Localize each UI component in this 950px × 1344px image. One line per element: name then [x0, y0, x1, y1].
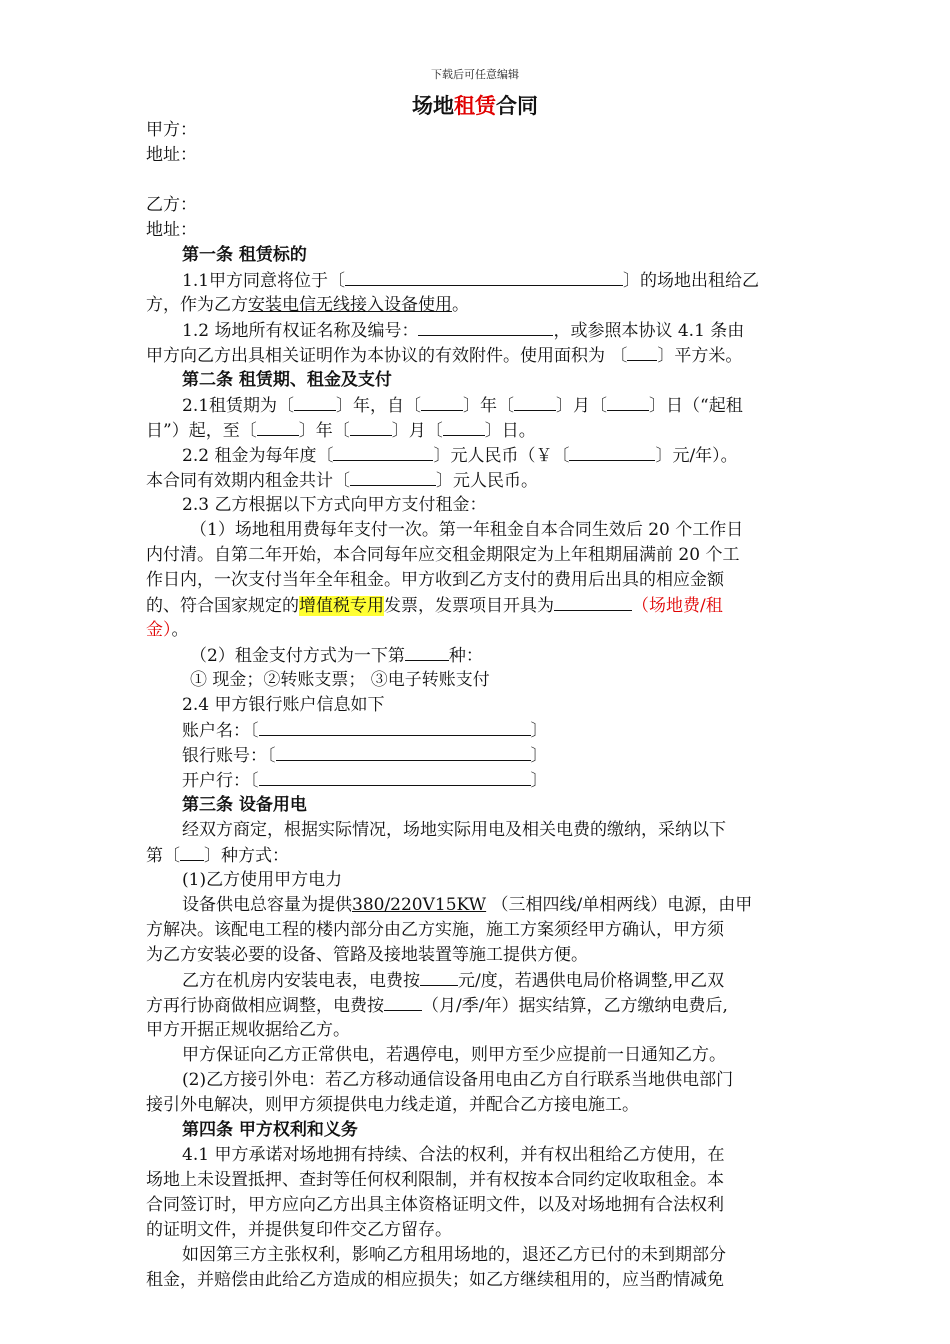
title-part2: 租赁: [454, 94, 496, 118]
article-3-line-3: (1)乙方使用甲方电力: [182, 870, 343, 890]
article-2-line-12: ① 现金；②转账支票； ③电子转账支付: [190, 670, 490, 690]
article-1-line-2: 方，作为乙方安装电信无线接入设备使用。: [146, 295, 469, 315]
article-3-line-9: 甲方开据正规收据给乙方。: [146, 1020, 350, 1040]
article-4-line-1: 4.1 甲方承诺对场地拥有持续、合法的权利，并有权出租给乙方使用，在: [182, 1145, 725, 1165]
article-3-line-6: 为乙方安装必要的设备、管路及接地装置等施工提供方便。: [146, 945, 588, 965]
article-4-line-6: 租金，并赔偿由此给乙方造成的相应损失；如乙方继续租用的，应当酌情减免: [146, 1270, 724, 1290]
article-4-line-2: 场地上未设置抵押、查封等任何权利限制，并有权按本合同约定收取租金。本: [146, 1170, 724, 1190]
article-2-heading: 第二条 租赁期、租金及支付: [182, 370, 392, 390]
bank-line: 开户行：〔 〕: [182, 768, 548, 793]
blank-location[interactable]: [345, 268, 623, 286]
blank-cert-no[interactable]: [418, 318, 553, 336]
party-b-address: 地址：: [146, 220, 197, 240]
blank-end-day[interactable]: [443, 418, 485, 436]
article-2-line-11: （2）租金支付方式为一下第 种：: [190, 643, 483, 668]
party-b-label: 乙方：: [146, 195, 197, 215]
article-1-line-3: 1.2 场地所有权证名称及编号： ，或参照本协议 4.1 条由: [182, 318, 744, 343]
blank-power-option[interactable]: [180, 843, 204, 861]
blank-price-per-kwh[interactable]: [420, 968, 458, 986]
article-2-line-7: 内付清。自第二年开始，本合同每年应交租金期限定为上年租期届满前 20 个工: [146, 545, 740, 565]
blank-invoice-item[interactable]: [554, 593, 632, 611]
article-3-line-4: 设备供电总容量为提供380/220V15KW （三相四线/单相两线）电源，由甲: [182, 895, 753, 915]
blank-start-day[interactable]: [607, 393, 649, 411]
account-name-field[interactable]: [259, 718, 531, 736]
blank-area[interactable]: [627, 343, 657, 361]
account-number-field[interactable]: [276, 743, 531, 761]
title-part3: 合同: [496, 94, 538, 118]
blank-annual-rent[interactable]: [333, 443, 433, 461]
article-3-line-12: 接引外电解决，则甲方须提供电力线走道，并配合乙方接电施工。: [146, 1095, 639, 1115]
article-1-line-1: 1.1甲方同意将位于〔 〕的场地出租给乙: [182, 268, 759, 293]
article-3-line-5: 方解决。该配电工程的楼内部分由乙方实施，施工方案须经甲方确认，甲方须: [146, 920, 724, 940]
article-3-line-8: 方再行协商做相应调整，电费按 （月/季/年）据实结算，乙方缴纳电费后,: [146, 993, 728, 1018]
blank-billing-period[interactable]: [384, 993, 422, 1011]
article-2-line-13: 2.4 甲方银行账户信息如下: [182, 695, 385, 715]
document-title: [0, 90, 950, 120]
article-3-heading: 第三条 设备用电: [182, 795, 307, 815]
article-4-line-4: 的证明文件，并提供复印件交乙方留存。: [146, 1220, 452, 1240]
article-2-line-5: 2.3 乙方根据以下方式向甲方支付租金：: [182, 495, 487, 515]
article-2-line-1: 2.1租赁期为〔 〕年，自〔 〕年〔 〕月〔 〕日（“起租: [182, 393, 743, 418]
account-number-line: 银行账号：〔 〕: [182, 743, 548, 768]
blank-years[interactable]: [294, 393, 336, 411]
article-4-line-3: 合同签订时，甲方应向乙方出具主体资格证明文件，以及对场地拥有合法权利: [146, 1195, 724, 1215]
party-a-label: 甲方：: [146, 120, 197, 140]
blank-payment-method[interactable]: [405, 643, 449, 661]
article-4-line-5: 如因第三方主张权利，影响乙方租用场地的，退还乙方已付的未到期部分: [182, 1245, 726, 1265]
blank-start-year[interactable]: [421, 393, 463, 411]
article-2-line-10: 金）。: [146, 620, 189, 640]
article-2-line-4: 本合同有效期内租金共计〔 〕元人民币。: [146, 468, 538, 493]
account-name-line: 账户名：〔 〕: [182, 718, 548, 743]
article-2-line-6: （1）场地租用费每年支付一次。第一年租金自本合同生效后 20 个工作日: [190, 520, 744, 540]
article-3-line-2: 第〔 〕种方式：: [146, 843, 289, 868]
blank-total-rent[interactable]: [350, 468, 436, 486]
bank-field[interactable]: [259, 768, 531, 786]
article-2-line-3: 2.2 租金为每年度〔 〕元人民币（￥〔 〕元/年）。: [182, 443, 738, 468]
article-3-line-7: 乙方在机房内安装电表，电费按 元/度，若遇供电局价格调整,甲乙双: [182, 968, 724, 993]
blank-end-month[interactable]: [350, 418, 392, 436]
blank-end-year[interactable]: [257, 418, 299, 436]
article-3-line-10: 甲方保证向乙方正常供电，若遇停电，则甲方至少应提前一日通知乙方。: [182, 1045, 726, 1065]
article-3-line-1: 经双方商定，根据实际情况，场地实际用电及相关电费的缴纳，采纳以下: [182, 820, 726, 840]
article-3-line-11: (2)乙方接引外电：若乙方移动通信设备用电由乙方自行联系当地供电部门: [182, 1070, 734, 1090]
header-note: 下载后可任意编辑: [431, 68, 519, 81]
article-4-heading: 第四条 甲方权利和义务: [182, 1120, 358, 1140]
article-1-heading: 第一条 租赁标的: [182, 245, 307, 265]
article-2-line-9: 的、符合国家规定的增值税专用发票，发票项目开具为 （场地费/租: [146, 593, 723, 618]
article-1-line-4: 甲方向乙方出具相关证明作为本协议的有效附件。使用面积为 〔 〕平方米。: [146, 343, 742, 368]
blank-start-month[interactable]: [514, 393, 556, 411]
article-2-line-8: 作日内，一次支付当年全年租金。甲方收到乙方支付的费用后出具的相应金额: [146, 570, 724, 590]
blank-annual-rent-figure[interactable]: [569, 443, 655, 461]
party-a-address: 地址：: [146, 145, 197, 165]
title-part1: 场地: [412, 94, 454, 118]
highlight-vat: 增值税专用: [299, 596, 384, 616]
article-2-line-2: 日”）起，至〔 〕年〔 〕月〔 〕日。: [146, 418, 536, 443]
